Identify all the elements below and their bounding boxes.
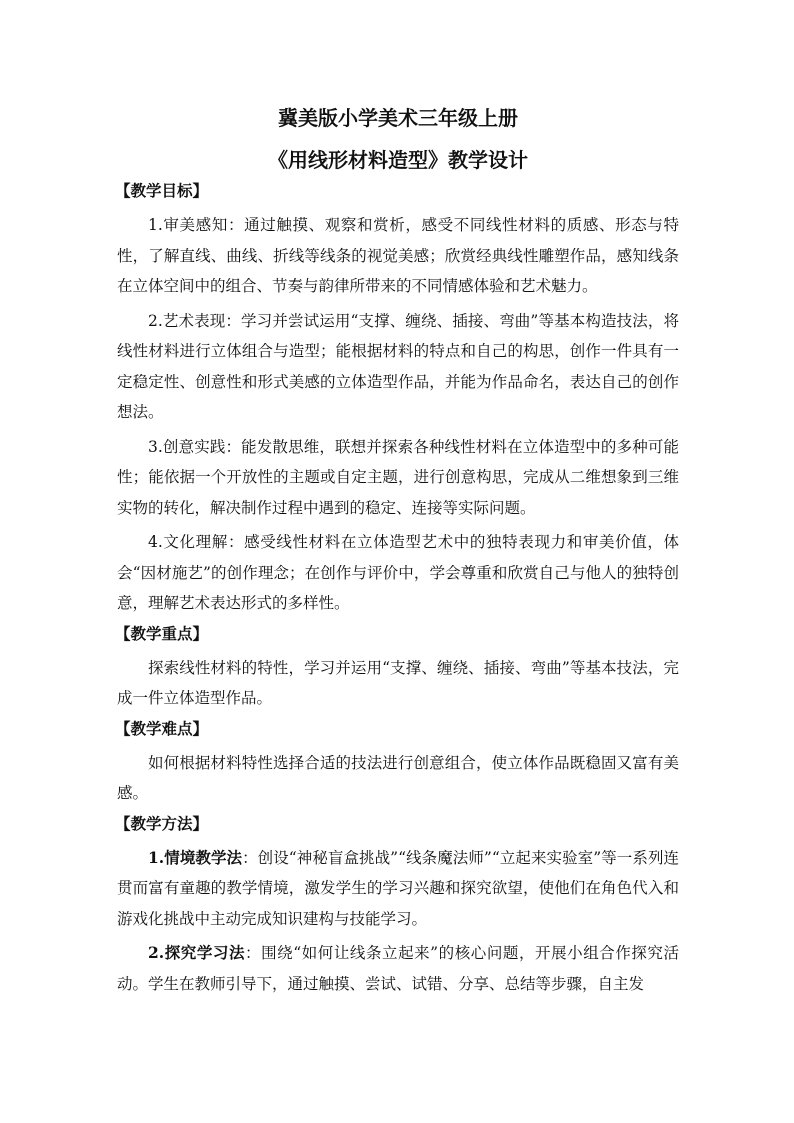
section-heading-objectives: 【教学目标】 — [115, 181, 209, 200]
method-text-1: ：创设“神秘盲盒挑战”“线条魔法师”“立起来实验室”等一系列连贯而富有童趣的教学情境，激发学生的学习兴趣和探究欲望，使他们在角色代入和游戏化挑战中主动完成知识建构与技能学习。 — [117, 848, 680, 928]
key-points-text: 探索线性材料的特性，学习并运用“支撑、缠绕、插接、弯曲”等基本技法，完成一件立体造型作品。 — [117, 658, 679, 707]
objective-item-3: 3.创意实践：能发散思维，联想并探索各种线性材料在立体造型中的多种可能性；能依据一个开放性的主题或自定主题，进行创意构思，完成从二维想象到三维实物的转化，解决制作过程中遇到的稳定、连接等实际问题。 — [117, 437, 679, 517]
method-item-1 — [117, 843, 679, 935]
method-text-2: ：围绕“如何让线条立起来”的核心问题，开展小组合作探究活动。学生在教师引导下，通过触摸、尝试、试错、分享、总结等步骤，自主发 — [117, 944, 679, 993]
method-label-1: 1.情境教学法 — [148, 847, 243, 867]
method-label-2: 2.探究学习法 — [148, 943, 246, 962]
document-title-line1: 冀美版小学美术三年级上册 — [278, 106, 518, 130]
section-heading-key-points: 【教学重点】 — [115, 623, 209, 643]
difficulties-text: 如何根据材料特性选择合适的技法进行创意组合，使立体作品既稳固又富有美感。 — [117, 753, 679, 802]
section-heading-difficulties: 【教学难点】 — [115, 718, 209, 738]
document-page — [117, 102, 679, 999]
method-item-2 — [117, 938, 679, 999]
section-heading-methods: 【教学方法】 — [115, 813, 209, 833]
objective-item-2: 2.艺术表现：学习并尝试运用“支撑、缠绕、插接、弯曲”等基本构造技法，将线性材料进行立体组合与造型；能根据材料的特点和自己的构思，创作一件具有一定稳定性、创意性和形式美感的立体造型作品，并能为作品命名，表达自己的创作想法。 — [117, 311, 679, 421]
document-title-line2: 《用线形材料造型》教学设计 — [268, 148, 528, 172]
objective-item-4: 4.文化理解：感受线性材料在立体造型艺术中的独特表现力和审美价值，体会“因材施艺”的创作理念；在创作与评价中，学会尊重和欣赏自己与他人的独特创意，理解艺术表达形式的多样性。 — [117, 533, 679, 612]
objective-item-1: 1.审美感知：通过触摸、观察和赏析，感受不同线性材料的质感、形态与特性，了解直线、曲线、折线等线条的视觉美感；欣赏经典线性雕塑作品，感知线条在立体空间中的组合、节奏与韵律所带来的不同情感体验和艺术魅力。 — [117, 216, 679, 295]
